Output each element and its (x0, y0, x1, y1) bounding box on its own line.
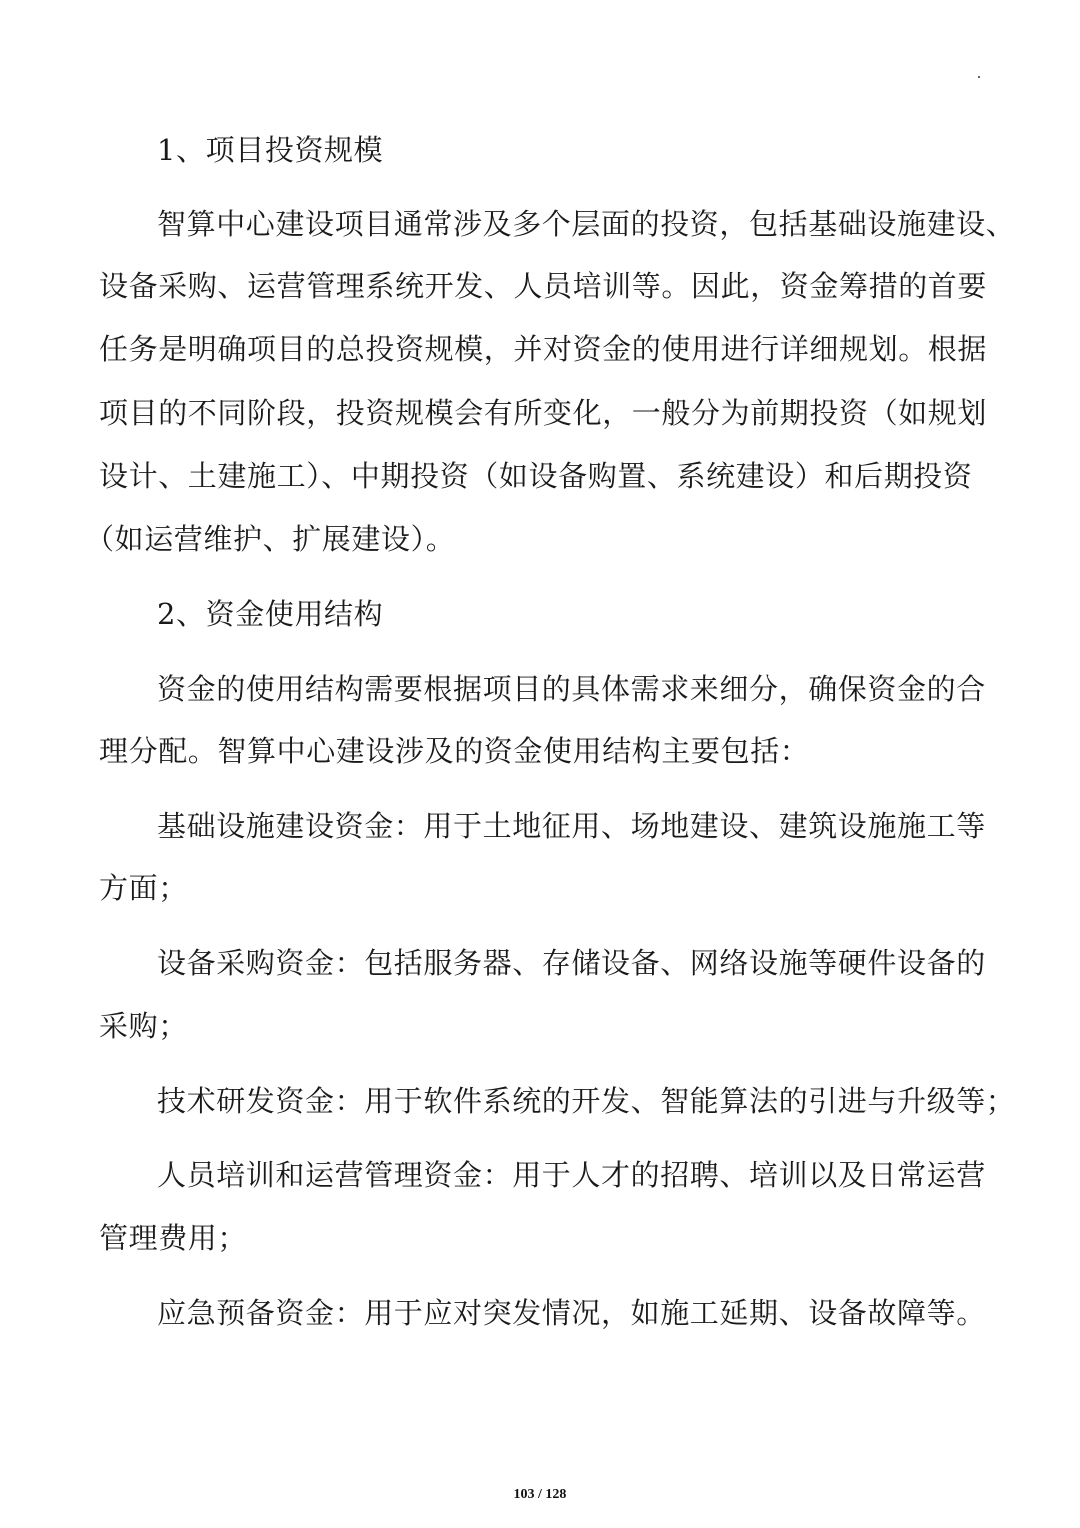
paragraph-line: 设备采购、运营管理系统开发、人员培训等。因此，资金筹措的首要 (99, 269, 988, 303)
list-item-contingency: 应急预备资金：用于应对突发情况，如施工延期、设备故障等。 (157, 1296, 986, 1330)
section-heading-investment-scale: 1、项目投资规模 (157, 133, 384, 167)
paragraph-line: 设计、土建施工）、中期投资（如设备购置、系统建设）和后期投资 (99, 459, 973, 493)
paragraph-line: 智算中心建设项目通常涉及多个层面的投资，包括基础设施建设、 (157, 207, 1016, 241)
paragraph-line: 理分配。智算中心建设涉及的资金使用结构主要包括： (99, 734, 810, 768)
paragraph-line: 项目的不同阶段，投资规模会有所变化，一般分为前期投资（如规划 (99, 396, 988, 430)
list-item-training: 人员培训和运营管理资金：用于人才的招聘、培训以及日常运营 (157, 1158, 986, 1192)
section-heading-fund-structure: 2、资金使用结构 (157, 597, 384, 631)
list-item-rnd: 技术研发资金：用于软件系统的开发、智能算法的引进与升级等； (157, 1084, 1016, 1118)
paragraph-line: 资金的使用结构需要根据项目的具体需求来细分，确保资金的合 (157, 672, 986, 706)
page-number: 103 / 128 (513, 1487, 567, 1502)
list-item-equipment: 设备采购资金：包括服务器、存储设备、网络设施等硬件设备的 (157, 946, 986, 980)
list-item-infrastructure: 基础设施建设资金：用于土地征用、场地建设、建筑设施施工等 (157, 809, 986, 843)
list-item-equipment-cont: 采购； (99, 1009, 188, 1043)
paragraph-line: （如运营维护、扩展建设）。 (85, 522, 456, 556)
paragraph-line: 任务是明确项目的总投资规模，并对资金的使用进行详细规划。根据 (99, 332, 988, 366)
list-item-infrastructure-cont: 方面； (99, 871, 188, 905)
list-item-training-cont: 管理费用； (99, 1221, 248, 1255)
corner-mark (978, 76, 980, 78)
